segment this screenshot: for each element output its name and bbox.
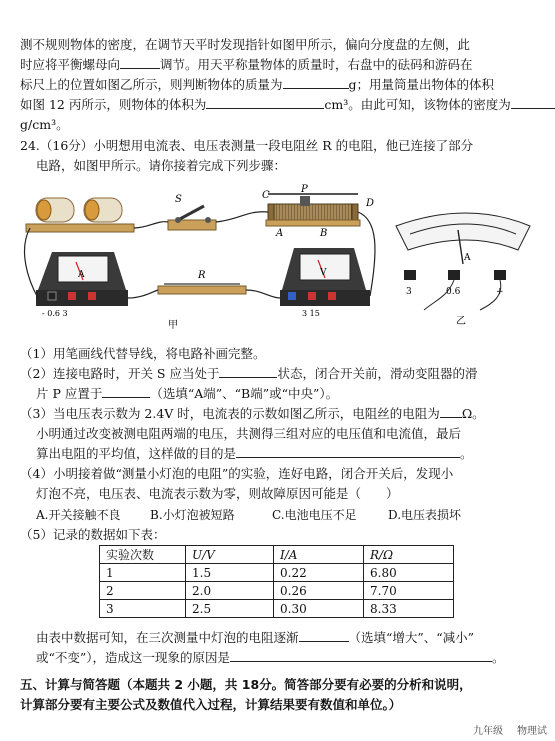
ammeter-terminals: - 0.6 3: [42, 309, 68, 318]
step-3-line-1: [20, 405, 485, 423]
resistance-wire-icon: [158, 284, 246, 294]
option-c[interactable]: C.电池电压不足: [272, 508, 357, 522]
text: 。: [492, 650, 505, 665]
dial-letter: A: [464, 253, 471, 263]
label-jia: 甲: [168, 320, 178, 331]
answer-blank[interactable]: [120, 56, 160, 69]
intro-line-2: [20, 56, 473, 74]
cell: 1.5: [186, 564, 274, 582]
cell: 1: [100, 564, 186, 582]
cell: 2: [100, 582, 186, 600]
label-a: A: [276, 228, 284, 239]
voltmeter-terminals: 3 15: [302, 309, 320, 318]
header-cell: I/A: [274, 546, 364, 564]
table-row: [100, 582, 454, 600]
dial-terminal-plus: +: [496, 287, 504, 297]
step-3-line-2: 小明通过改变被测电阻两端的电压，共测得三组对应的电压值和电流值，最后: [36, 426, 462, 441]
cell: 6.80: [364, 564, 454, 582]
dial-terminal-06: 0.6: [446, 287, 461, 297]
text: 或“不变”），造成这一现象的原因是: [36, 650, 231, 665]
text: 状态，闭合开关前，滑动变阻器的滑: [277, 366, 478, 381]
step-4-line-1: （4）小明接着做“测量小灯泡的电阻”的实验，连好电路，闭合开关后，发现小: [20, 466, 454, 481]
option-a[interactable]: A.开关接触不良: [36, 508, 121, 522]
text: 片 P 应置于: [36, 386, 103, 401]
answer-blank[interactable]: [440, 405, 462, 418]
text: 算出电阻的平均值，这样做的目的是: [36, 446, 237, 461]
label-c: C: [262, 190, 270, 201]
text: 由表中数据可知，在三次测量中灯泡的电阻逐渐: [36, 630, 299, 645]
label-d: D: [366, 198, 375, 209]
text: 时应将平衡螺母向: [20, 57, 121, 72]
answer-blank[interactable]: [230, 649, 492, 662]
cell: 2.0: [186, 582, 274, 600]
q24-line-1: 24.（16分）小明想用电流表、电压表测量一段电阻丝 R 的电阻，他已连接了部分: [20, 138, 474, 153]
cell: 0.26: [274, 582, 364, 600]
label-b: B: [320, 228, 328, 239]
switch-icon: [168, 206, 216, 230]
meter-dial-zoom: [396, 213, 530, 310]
ammeter-letter: A: [78, 270, 85, 280]
option-d[interactable]: D.电压表损坏: [388, 508, 462, 522]
cell: 7.70: [364, 582, 454, 600]
cell: 0.22: [274, 564, 364, 582]
step-5: （5）记录的数据如下表：: [20, 527, 166, 542]
header-cell: 实验次数: [100, 546, 186, 564]
text: cm³。由此可知，该物体的密度为: [324, 97, 511, 112]
text: （3）当电压表示数为 2.4V 时，电流表的示数如图乙所示，电阻丝的电阻为: [20, 406, 440, 421]
step-2-line-1: [20, 365, 477, 383]
text: （选填“A端”、“B端”或“中央”）。: [150, 386, 339, 401]
label-yi: 乙: [456, 316, 466, 327]
text: 。: [460, 446, 473, 461]
label-r: R: [198, 270, 206, 281]
text: 调节。用天平称量物体的质量时，右盘中的砝码和游码在: [160, 57, 473, 72]
circuit-figure: [18, 180, 538, 340]
intro-line-4: [20, 96, 555, 114]
battery-icon: [26, 198, 134, 232]
table-row: [100, 564, 454, 582]
cell: 3: [100, 600, 186, 618]
answer-blank[interactable]: [283, 76, 349, 89]
text: g；用量筒量出物体的体积: [348, 77, 495, 92]
step-3-line-3: [36, 445, 473, 463]
cell: 0.30: [274, 600, 364, 618]
conclusion-line-2: [36, 649, 505, 667]
answer-blank[interactable]: [102, 385, 150, 398]
label-s: S: [175, 194, 182, 205]
answer-blank[interactable]: [299, 629, 349, 642]
step-4-options: [36, 506, 461, 524]
option-b[interactable]: B.小灯泡被短路: [150, 508, 235, 522]
answer-blank[interactable]: [511, 96, 555, 109]
voltmeter-letter: V: [320, 268, 327, 278]
q24-line-2: 电路，如图甲所示。请你接着完成下列步骤：: [36, 158, 287, 173]
answer-blank[interactable]: [206, 96, 324, 109]
text: （2）连接电路时，开关 S 应当处于: [20, 366, 220, 381]
header-cell: U/V: [186, 546, 274, 564]
header-cell: R/Ω: [364, 546, 454, 564]
footer-subject: 物理试: [517, 726, 547, 737]
answer-blank[interactable]: [236, 445, 460, 458]
intro-line-3: [20, 76, 494, 94]
step-4-line-2: 灯泡不亮，电压表、电流表示数为零，则故障原因可能是（ ）: [36, 486, 399, 501]
cell: 8.33: [364, 600, 454, 618]
footer-grade: 九年级: [473, 726, 503, 737]
cell: 2.5: [186, 600, 274, 618]
data-table: [99, 545, 454, 618]
conclusion-line-1: [36, 629, 474, 647]
step-1: （1）用笔画线代替导线，将电路补画完整。: [20, 346, 266, 361]
text: 标尺上的位置如图乙所示，则判断物体的质量为: [20, 77, 283, 92]
dial-terminal-3: 3: [406, 287, 412, 297]
table-row: [100, 600, 454, 618]
text: （选填“增大”、“减小”: [348, 630, 475, 645]
section-5-line-1: 五、计算与简答题（本题共 2 小题，共 18分。简答部分要有必要的分析和说明，: [20, 677, 472, 692]
text: Ω。: [461, 406, 485, 421]
step-2-line-2: [36, 385, 338, 403]
rheostat-icon: [266, 194, 360, 226]
section-5-line-2: 计算部分要有主要公式及数值代入过程，计算结果要有数值和单位。）: [20, 697, 402, 712]
answer-blank[interactable]: [219, 365, 277, 378]
intro-line-1: 测不规则物体的密度，在调节天平时发现指针如图甲所示，偏向分度盘的左侧，此: [20, 37, 471, 52]
text: 如图 12 丙所示，则物体的体积为: [20, 97, 207, 112]
label-p: P: [301, 184, 308, 195]
page-footer: [459, 722, 547, 737]
intro-line-5: g/cm³。: [20, 117, 69, 132]
table-header: [100, 546, 454, 564]
